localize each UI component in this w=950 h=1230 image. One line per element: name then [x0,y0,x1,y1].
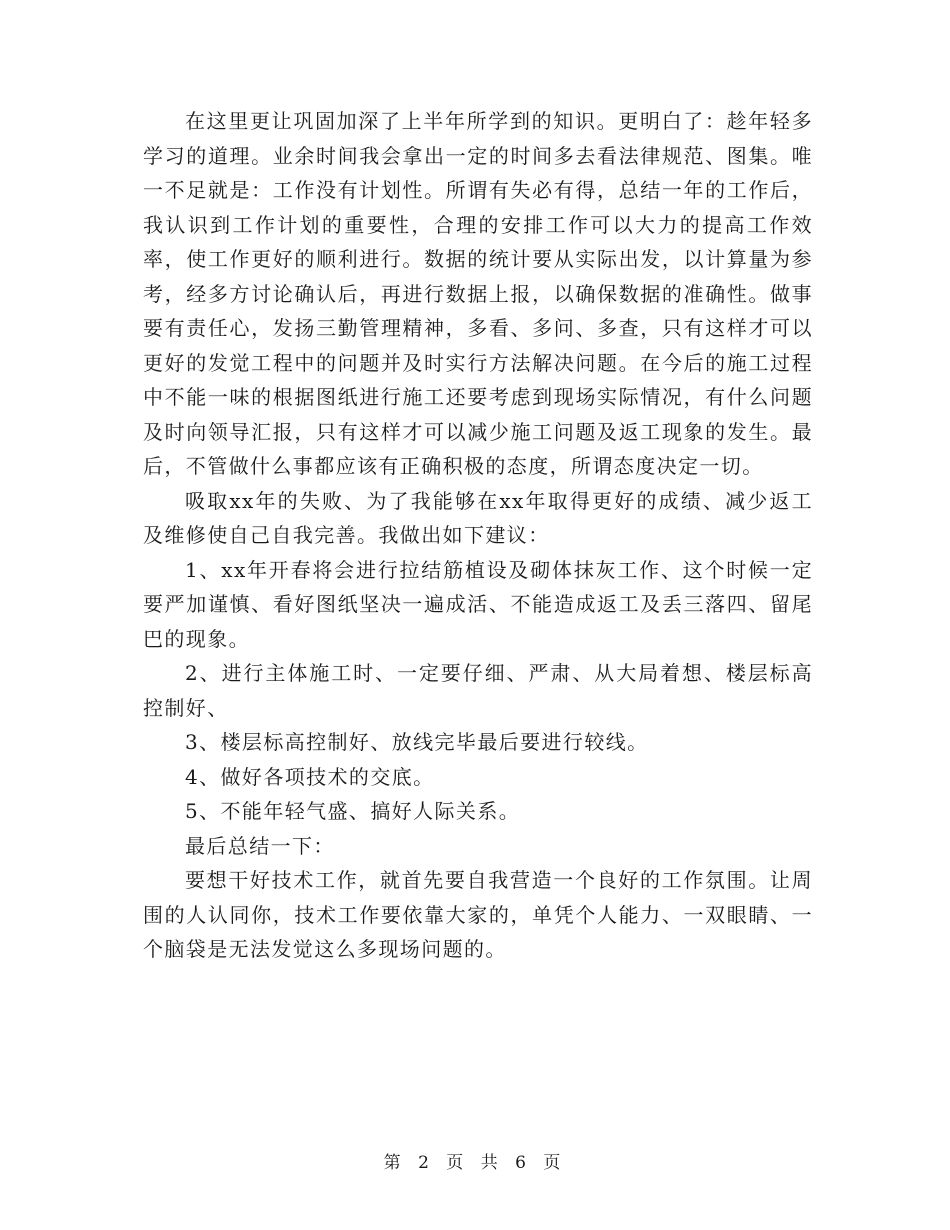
list-item-suggestion-2: 2、进行主体施工时、一定要仔细、严肃、从大局着想、楼层标高控制好、 [143,661,813,720]
paragraph-summary: 在这里更让巩固加深了上半年所学到的知识。更明白了：趁年轻多学习的道理。业余时间我会拿出一定的时间多去看法律规范、图集。唯一不足就是：工作没有计划性。所谓有失必有得，总结一年的工作后，我认识到工作计划的重要性，合理的安排工作可以大力的提高工作效率，使工作更好的顺利进行。数据的统计要从实际出发，以计算量为参考，经多方讨论确认后，再进行数据上报，以确保数据的准确性。做事要有责任心，发扬三勤管理精神，多看、多问、多查，只有这样才可以更好的发觉工程中的问题并及时实行方法解决问题。在今后的施工过程中不能一味的根据图纸进行施工还要考虑到现场实际情况，有什么问题及时向领导汇报，只有这样才可以减少施工问题及返工现象的发生。最后，不管做什么事都应该有正确积极的态度，所谓态度决定一切。 [143,109,813,478]
list-item-suggestion-4: 4、做好各项技术的交底。 [185,764,435,789]
paragraph-conclusion-heading: 最后总结一下： [185,833,335,858]
list-item-suggestion-5: 5、不能年轻气盛、搞好人际关系。 [185,799,521,823]
paragraph-conclusion: 要想干好技术工作，就首先要自我营造一个良好的工作氛围。让周围的人认同你，技术工作要依靠大家的，单凭个人能力、一双眼睛、一个脑袋是无法发觉这么多现场问题的。 [143,868,813,961]
list-item-suggestion-3: 3、楼层标高控制好、放线完毕最后要进行较线。 [185,730,649,754]
page-number-footer: 第 2 页 共 6 页 [383,1153,567,1173]
paragraph-intro-suggestions: 吸取xx年的失败、为了我能够在xx年取得更好的成绩、减少返工及维修使自己自我完善。我做出如下建议： [143,488,813,547]
list-item-suggestion-1: 1、xx年开春将会进行拉结筋植设及砌体抹灰工作、这个时候一定要严加谨慎、看好图纸坚决一遍成活、不能造成返工及丢三落四、留尾巴的现象。 [143,557,813,651]
document-body [143,104,813,967]
